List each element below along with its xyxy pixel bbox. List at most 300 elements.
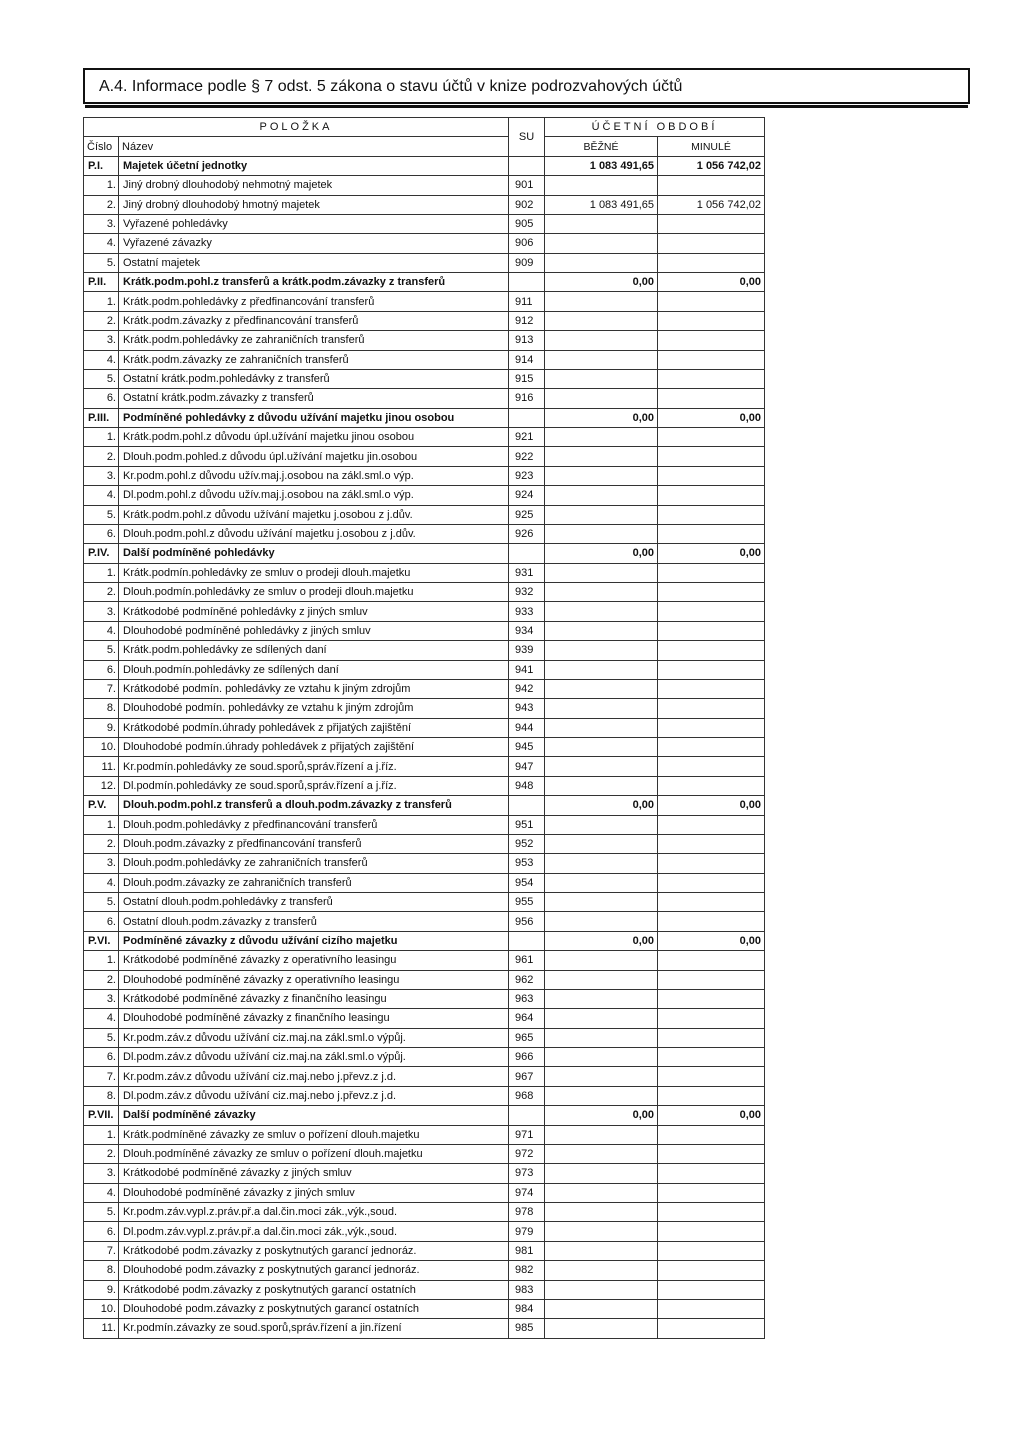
table-row <box>84 1261 765 1280</box>
row-su <box>509 931 545 950</box>
row-name: Dlouhodobé podmíněné pohledávky z jiných smluv <box>119 621 509 640</box>
row-su: 933 <box>509 602 545 621</box>
row-number: 4. <box>84 486 119 505</box>
row-su: 906 <box>509 234 545 253</box>
row-bezne <box>545 951 658 970</box>
table-row <box>84 447 765 466</box>
row-minule <box>658 776 765 795</box>
row-bezne <box>545 234 658 253</box>
row-name: Ostatní majetek <box>119 253 509 272</box>
row-number: 2. <box>84 311 119 330</box>
row-su: 913 <box>509 331 545 350</box>
row-number: 11. <box>84 757 119 776</box>
row-bezne <box>545 466 658 485</box>
row-minule <box>658 583 765 602</box>
row-minule <box>658 1144 765 1163</box>
section-row <box>84 156 765 175</box>
row-bezne <box>545 757 658 776</box>
row-minule <box>658 718 765 737</box>
row-su: 922 <box>509 447 545 466</box>
row-bezne <box>545 505 658 524</box>
row-su: 965 <box>509 1028 545 1047</box>
row-bezne <box>545 660 658 679</box>
row-su <box>509 796 545 815</box>
row-minule <box>658 389 765 408</box>
row-minule <box>658 815 765 834</box>
row-su: 956 <box>509 912 545 931</box>
table-row <box>84 195 765 214</box>
row-bezne <box>545 738 658 757</box>
row-name: Dlouh.podmín.pohledávky ze sdílených daní <box>119 660 509 679</box>
row-bezne: 0,00 <box>545 273 658 292</box>
row-name: Krátk.podm.pohl.z důvodu užívání majetku j.osobou z j.dův. <box>119 505 509 524</box>
row-bezne <box>545 486 658 505</box>
table-row <box>84 815 765 834</box>
table-row <box>84 1067 765 1086</box>
row-name: Krátkodobé podmíněné závazky z operativního leasingu <box>119 951 509 970</box>
row-minule <box>658 854 765 873</box>
row-name: Dlouh.podm.závazky z předfinancování transferů <box>119 834 509 853</box>
title-rule <box>85 105 968 108</box>
row-su: 971 <box>509 1125 545 1144</box>
table-row <box>84 854 765 873</box>
row-name: Kr.podm.záv.z důvodu užívání ciz.maj.nebo j.převz.z j.d. <box>119 1067 509 1086</box>
row-number: 3. <box>84 989 119 1008</box>
row-name: Krátk.podm.závazky z předfinancování transferů <box>119 311 509 330</box>
row-su: 985 <box>509 1319 545 1338</box>
row-number: 3. <box>84 602 119 621</box>
row-minule <box>658 447 765 466</box>
row-bezne: 1 083 491,65 <box>545 195 658 214</box>
row-minule <box>658 1319 765 1338</box>
row-name: Kr.podm.záv.vypl.z.práv.př.a dal.čin.moci zák.,výk.,soud. <box>119 1203 509 1222</box>
header-ucetni-obdobi: ÚČETNÍ OBDOBÍ <box>545 118 765 137</box>
row-number: P.VI. <box>84 931 119 950</box>
row-bezne <box>545 389 658 408</box>
row-minule <box>658 1028 765 1047</box>
row-su <box>509 156 545 175</box>
row-bezne <box>545 1222 658 1241</box>
row-bezne <box>545 447 658 466</box>
row-number: P.IV. <box>84 544 119 563</box>
row-name: Krátk.podm.pohl.z transferů a krátk.podm.závazky z transferů <box>119 273 509 292</box>
table-row <box>84 1164 765 1183</box>
row-bezne <box>545 369 658 388</box>
table-row <box>84 1319 765 1338</box>
header-bezne: BĚŽNÉ <box>545 137 658 156</box>
row-name: Dl.podm.záv.z důvodu užívání ciz.maj.nebo j.převz.z j.d. <box>119 1086 509 1105</box>
row-number: 4. <box>84 621 119 640</box>
row-number: 5. <box>84 1203 119 1222</box>
row-number: 1. <box>84 951 119 970</box>
row-name: Dlouh.podm.pohled.z důvodu úpl.užívání majetku jin.osobou <box>119 447 509 466</box>
row-bezne <box>545 1028 658 1047</box>
section-row <box>84 796 765 815</box>
row-name: Dlouhodobé podmíněné závazky z operativního leasingu <box>119 970 509 989</box>
row-minule: 0,00 <box>658 408 765 427</box>
table-row <box>84 1125 765 1144</box>
table-row <box>84 1203 765 1222</box>
table-row <box>84 253 765 272</box>
table-row <box>84 234 765 253</box>
header-nazev: Název <box>119 137 509 156</box>
row-bezne <box>545 815 658 834</box>
row-bezne <box>545 563 658 582</box>
row-name: Dlouhodobé podmíněné závazky z finančního leasingu <box>119 1009 509 1028</box>
header-row-2 <box>84 137 765 156</box>
row-number: 3. <box>84 854 119 873</box>
row-number: 3. <box>84 466 119 485</box>
row-name: Jiný drobný dlouhodobý hmotný majetek <box>119 195 509 214</box>
row-number: 10. <box>84 1299 119 1318</box>
row-minule <box>658 563 765 582</box>
row-number: 5. <box>84 641 119 660</box>
row-name: Majetek účetní jednotky <box>119 156 509 175</box>
row-name: Ostatní dlouh.podm.pohledávky z transferů <box>119 893 509 912</box>
row-name: Krátk.podm.pohledávky z předfinancování transferů <box>119 292 509 311</box>
row-su: 978 <box>509 1203 545 1222</box>
row-bezne <box>545 989 658 1008</box>
row-bezne <box>545 679 658 698</box>
table-row <box>84 970 765 989</box>
row-bezne <box>545 912 658 931</box>
row-name: Dlouhodobé podmín.úhrady pohledávek z přijatých zajištění <box>119 738 509 757</box>
table-row <box>84 1086 765 1105</box>
row-su: 901 <box>509 176 545 195</box>
row-bezne <box>545 873 658 892</box>
row-name: Dlouh.podmín.pohledávky ze smluv o prodeji dlouh.majetku <box>119 583 509 602</box>
table-row <box>84 428 765 447</box>
row-number: 5. <box>84 505 119 524</box>
row-minule <box>658 1222 765 1241</box>
row-minule <box>658 214 765 233</box>
row-name: Krátk.podmíněné závazky ze smluv o pořízení dlouh.majetku <box>119 1125 509 1144</box>
table-row <box>84 699 765 718</box>
row-name: Krátkodobé podmíněné závazky z finančního leasingu <box>119 989 509 1008</box>
row-number: 8. <box>84 699 119 718</box>
row-number: P.I. <box>84 156 119 175</box>
row-minule: 0,00 <box>658 544 765 563</box>
header-cislo: Číslo <box>84 137 119 156</box>
report-body <box>84 118 765 1339</box>
row-name: Dl.podm.pohl.z důvodu užív.maj.j.osobou na zákl.sml.o výp. <box>119 486 509 505</box>
row-minule <box>658 834 765 853</box>
row-bezne <box>545 1009 658 1028</box>
row-su: 984 <box>509 1299 545 1318</box>
row-su: 911 <box>509 292 545 311</box>
row-number: 2. <box>84 834 119 853</box>
row-su: 955 <box>509 893 545 912</box>
table-row <box>84 1028 765 1047</box>
row-bezne <box>545 524 658 543</box>
row-su: 979 <box>509 1222 545 1241</box>
row-bezne <box>545 1280 658 1299</box>
row-number: 1. <box>84 428 119 447</box>
table-row <box>84 738 765 757</box>
row-su: 964 <box>509 1009 545 1028</box>
row-su: 944 <box>509 718 545 737</box>
row-number: 6. <box>84 660 119 679</box>
row-bezne <box>545 621 658 640</box>
row-bezne <box>545 311 658 330</box>
row-bezne <box>545 176 658 195</box>
row-number: 1. <box>84 563 119 582</box>
row-minule <box>658 1086 765 1105</box>
row-minule <box>658 893 765 912</box>
row-bezne <box>545 641 658 660</box>
row-minule: 1 056 742,02 <box>658 156 765 175</box>
row-name: Dl.podm.záv.vypl.z.práv.př.a dal.čin.moci zák.,výk.,soud. <box>119 1222 509 1241</box>
row-bezne: 0,00 <box>545 931 658 950</box>
row-minule <box>658 1125 765 1144</box>
row-bezne <box>545 1048 658 1067</box>
row-minule <box>658 873 765 892</box>
row-name: Krátkodobé podmín. pohledávky ze vztahu k jiným zdrojům <box>119 679 509 698</box>
row-minule <box>658 1241 765 1260</box>
row-number: 2. <box>84 1144 119 1163</box>
row-name: Kr.podmín.závazky ze soud.sporů,správ.řízení a jin.řízení <box>119 1319 509 1338</box>
row-number: 7. <box>84 679 119 698</box>
row-name: Dlouhodobé podm.závazky z poskytnutých garancí jednoráz. <box>119 1261 509 1280</box>
row-name: Dlouh.podmíněné závazky ze smluv o pořízení dlouh.majetku <box>119 1144 509 1163</box>
row-bezne <box>545 776 658 795</box>
row-su: 939 <box>509 641 545 660</box>
row-su: 961 <box>509 951 545 970</box>
row-name: Krátk.podm.pohledávky ze sdílených daní <box>119 641 509 660</box>
row-minule <box>658 679 765 698</box>
table-row <box>84 1009 765 1028</box>
row-name: Další podmíněné závazky <box>119 1106 509 1125</box>
table-row <box>84 369 765 388</box>
table-row <box>84 389 765 408</box>
row-name: Dlouh.podm.pohledávky ze zahraničních transferů <box>119 854 509 873</box>
row-number: 4. <box>84 873 119 892</box>
row-bezne <box>545 214 658 233</box>
row-bezne <box>545 1125 658 1144</box>
row-bezne <box>545 292 658 311</box>
row-minule <box>658 699 765 718</box>
table-row <box>84 524 765 543</box>
row-su: 923 <box>509 466 545 485</box>
table-row <box>84 679 765 698</box>
row-name: Krátk.podm.pohledávky ze zahraničních transferů <box>119 331 509 350</box>
row-su: 981 <box>509 1241 545 1260</box>
row-number: 7. <box>84 1241 119 1260</box>
row-bezne <box>545 331 658 350</box>
row-minule <box>658 505 765 524</box>
table-row <box>84 563 765 582</box>
row-name: Jiný drobný dlouhodobý nehmotný majetek <box>119 176 509 195</box>
row-minule <box>658 350 765 369</box>
row-bezne: 0,00 <box>545 796 658 815</box>
row-bezne <box>545 893 658 912</box>
table-row <box>84 951 765 970</box>
table-row <box>84 776 765 795</box>
row-minule <box>658 1280 765 1299</box>
row-name: Dlouh.podm.pohledávky z předfinancování transferů <box>119 815 509 834</box>
row-name: Podmíněné pohledávky z důvodu užívání majetku jinou osobou <box>119 408 509 427</box>
row-number: 8. <box>84 1261 119 1280</box>
row-number: 8. <box>84 1086 119 1105</box>
row-minule <box>658 466 765 485</box>
row-su <box>509 408 545 427</box>
row-minule <box>658 369 765 388</box>
row-number: 2. <box>84 970 119 989</box>
row-bezne <box>545 602 658 621</box>
table-row <box>84 292 765 311</box>
row-minule <box>658 311 765 330</box>
table-row <box>84 1241 765 1260</box>
row-bezne <box>545 350 658 369</box>
row-minule <box>658 1299 765 1318</box>
row-minule <box>658 641 765 660</box>
row-minule <box>658 234 765 253</box>
row-name: Krátk.podm.pohl.z důvodu úpl.užívání majetku jinou osobou <box>119 428 509 447</box>
row-bezne <box>545 428 658 447</box>
row-number: 1. <box>84 815 119 834</box>
table-row <box>84 602 765 621</box>
row-number: 10. <box>84 738 119 757</box>
row-name: Dl.podmín.pohledávky ze soud.sporů,správ.řízení a j.říz. <box>119 776 509 795</box>
row-name: Dlouhodobé podm.závazky z poskytnutých garancí ostatních <box>119 1299 509 1318</box>
row-minule <box>658 1164 765 1183</box>
table-row <box>84 621 765 640</box>
row-minule <box>658 989 765 1008</box>
section-row <box>84 544 765 563</box>
row-minule <box>658 738 765 757</box>
row-name: Vyřazené závazky <box>119 234 509 253</box>
row-name: Ostatní dlouh.podm.závazky z transferů <box>119 912 509 931</box>
row-su: 941 <box>509 660 545 679</box>
row-number: P.III. <box>84 408 119 427</box>
row-su: 925 <box>509 505 545 524</box>
row-number: 4. <box>84 234 119 253</box>
row-minule <box>658 428 765 447</box>
header-minule: MINULÉ <box>658 137 765 156</box>
row-su: 916 <box>509 389 545 408</box>
header-su: SU <box>509 118 545 157</box>
row-minule <box>658 1009 765 1028</box>
section-row <box>84 1106 765 1125</box>
row-name: Vyřazené pohledávky <box>119 214 509 233</box>
row-su: 932 <box>509 583 545 602</box>
row-bezne <box>545 583 658 602</box>
row-number: 1. <box>84 176 119 195</box>
row-bezne <box>545 699 658 718</box>
row-su: 967 <box>509 1067 545 1086</box>
row-su: 905 <box>509 214 545 233</box>
row-bezne: 0,00 <box>545 1106 658 1125</box>
row-su: 931 <box>509 563 545 582</box>
row-bezne <box>545 1241 658 1260</box>
row-name: Dl.podm.záv.z důvodu užívání ciz.maj.na zákl.sml.o výpůj. <box>119 1048 509 1067</box>
row-bezne <box>545 1299 658 1318</box>
row-number: 1. <box>84 1125 119 1144</box>
row-bezne: 1 083 491,65 <box>545 156 658 175</box>
row-su: 954 <box>509 873 545 892</box>
row-number: 5. <box>84 1028 119 1047</box>
row-su: 948 <box>509 776 545 795</box>
row-su: 945 <box>509 738 545 757</box>
row-minule <box>658 1067 765 1086</box>
row-name: Krátkodobé podmíněné závazky z jiných smluv <box>119 1164 509 1183</box>
row-bezne <box>545 718 658 737</box>
row-bezne <box>545 1319 658 1338</box>
row-su: 968 <box>509 1086 545 1105</box>
row-number: 2. <box>84 583 119 602</box>
table-row <box>84 893 765 912</box>
row-name: Dlouhodobé podmín. pohledávky ze vztahu k jiným zdrojům <box>119 699 509 718</box>
row-su: 914 <box>509 350 545 369</box>
row-number: 6. <box>84 912 119 931</box>
row-number: 9. <box>84 718 119 737</box>
row-minule <box>658 331 765 350</box>
header-polozka: POLOŽKA <box>84 118 509 137</box>
table-row <box>84 641 765 660</box>
row-su: 912 <box>509 311 545 330</box>
section-row <box>84 931 765 950</box>
title-box <box>83 68 970 104</box>
row-minule <box>658 486 765 505</box>
row-number: 2. <box>84 195 119 214</box>
row-su: 963 <box>509 989 545 1008</box>
row-su <box>509 1106 545 1125</box>
row-bezne <box>545 253 658 272</box>
row-su: 966 <box>509 1048 545 1067</box>
row-su: 915 <box>509 369 545 388</box>
row-number: 4. <box>84 1183 119 1202</box>
table-row <box>84 1280 765 1299</box>
row-number: 6. <box>84 1222 119 1241</box>
row-name: Krátkodobé podmín.úhrady pohledávek z přijatých zajištění <box>119 718 509 737</box>
row-minule <box>658 1261 765 1280</box>
row-name: Dlouh.podm.pohl.z důvodu užívání majetku j.osobou z j.dův. <box>119 524 509 543</box>
row-name: Dlouh.podm.závazky ze zahraničních transferů <box>119 873 509 892</box>
table-row <box>84 1048 765 1067</box>
row-number: 1. <box>84 292 119 311</box>
table-row <box>84 989 765 1008</box>
row-number: P.VII. <box>84 1106 119 1125</box>
row-number: P.II. <box>84 273 119 292</box>
table-row <box>84 660 765 679</box>
row-bezne: 0,00 <box>545 408 658 427</box>
row-number: 6. <box>84 389 119 408</box>
row-su: 926 <box>509 524 545 543</box>
row-minule <box>658 602 765 621</box>
table-row <box>84 1183 765 1202</box>
row-su: 902 <box>509 195 545 214</box>
row-name: Kr.podm.pohl.z důvodu užív.maj.j.osobou na zákl.sml.o výp. <box>119 466 509 485</box>
row-su: 982 <box>509 1261 545 1280</box>
table-row <box>84 486 765 505</box>
row-number: 12. <box>84 776 119 795</box>
row-number: 4. <box>84 350 119 369</box>
row-number: 5. <box>84 253 119 272</box>
table-row <box>84 873 765 892</box>
row-bezne <box>545 834 658 853</box>
table-row <box>84 311 765 330</box>
table-row <box>84 331 765 350</box>
row-number: 4. <box>84 1009 119 1028</box>
row-name: Ostatní krátk.podm.závazky z transferů <box>119 389 509 408</box>
row-number: 6. <box>84 1048 119 1067</box>
row-bezne <box>545 1183 658 1202</box>
row-name: Další podmíněné pohledávky <box>119 544 509 563</box>
row-number: 5. <box>84 893 119 912</box>
row-su: 921 <box>509 428 545 447</box>
row-minule: 0,00 <box>658 1106 765 1125</box>
row-minule <box>658 970 765 989</box>
